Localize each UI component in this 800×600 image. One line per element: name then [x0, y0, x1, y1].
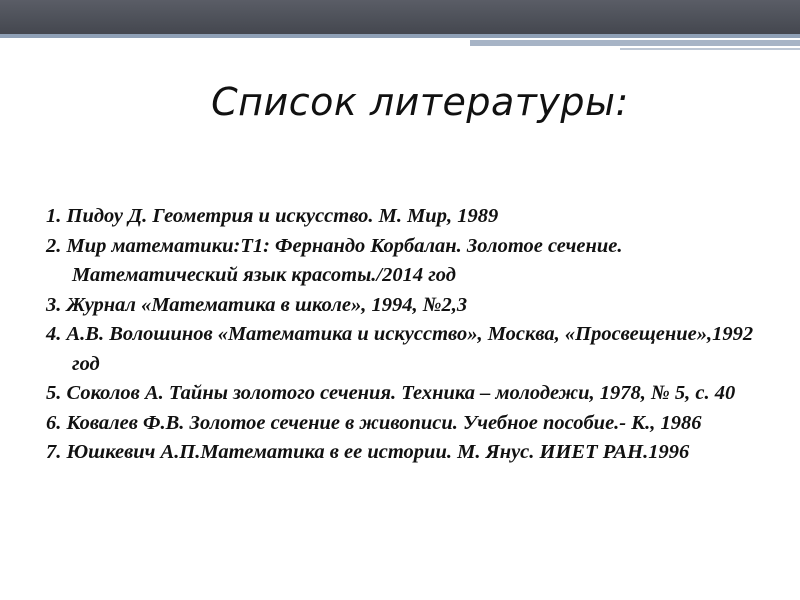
header-accent-line — [470, 40, 800, 46]
reference-item: 4. А.В. Волошинов «Математика и искусство», Москва, «Просвещение»,1992 год — [46, 323, 754, 375]
reference-item: 7. Юшкевич А.П.Математика в ее истории. М. Янус. ИИЕТ РАН.1996 — [46, 441, 690, 463]
header-accent-line — [0, 34, 800, 38]
slide-title: Список литературы: — [211, 80, 629, 124]
reference-list — [46, 202, 766, 468]
header-accent-line — [620, 48, 800, 50]
reference-item: 3. Журнал «Математика в школе», 1994, №2,3 — [46, 293, 468, 316]
header-band — [0, 0, 800, 34]
reference-item: 5. Соколов А. Тайны золотого сечения. Техника – молодежи, 1978, № 5, с. 40 — [46, 382, 736, 404]
reference-item: 6. Ковалев Ф.В. Золотое сечение в живописи. Учебное пособие.- К., 1986 — [46, 411, 702, 434]
reference-item: 2. Мир математики:Т1: Фернандо Корбалан. Золотое сечение. Математический язык красоты./2014 год — [46, 234, 623, 286]
reference-item: 1. Пидоу Д. Геометрия и искусство. М. Мир, 1989 — [46, 205, 499, 227]
